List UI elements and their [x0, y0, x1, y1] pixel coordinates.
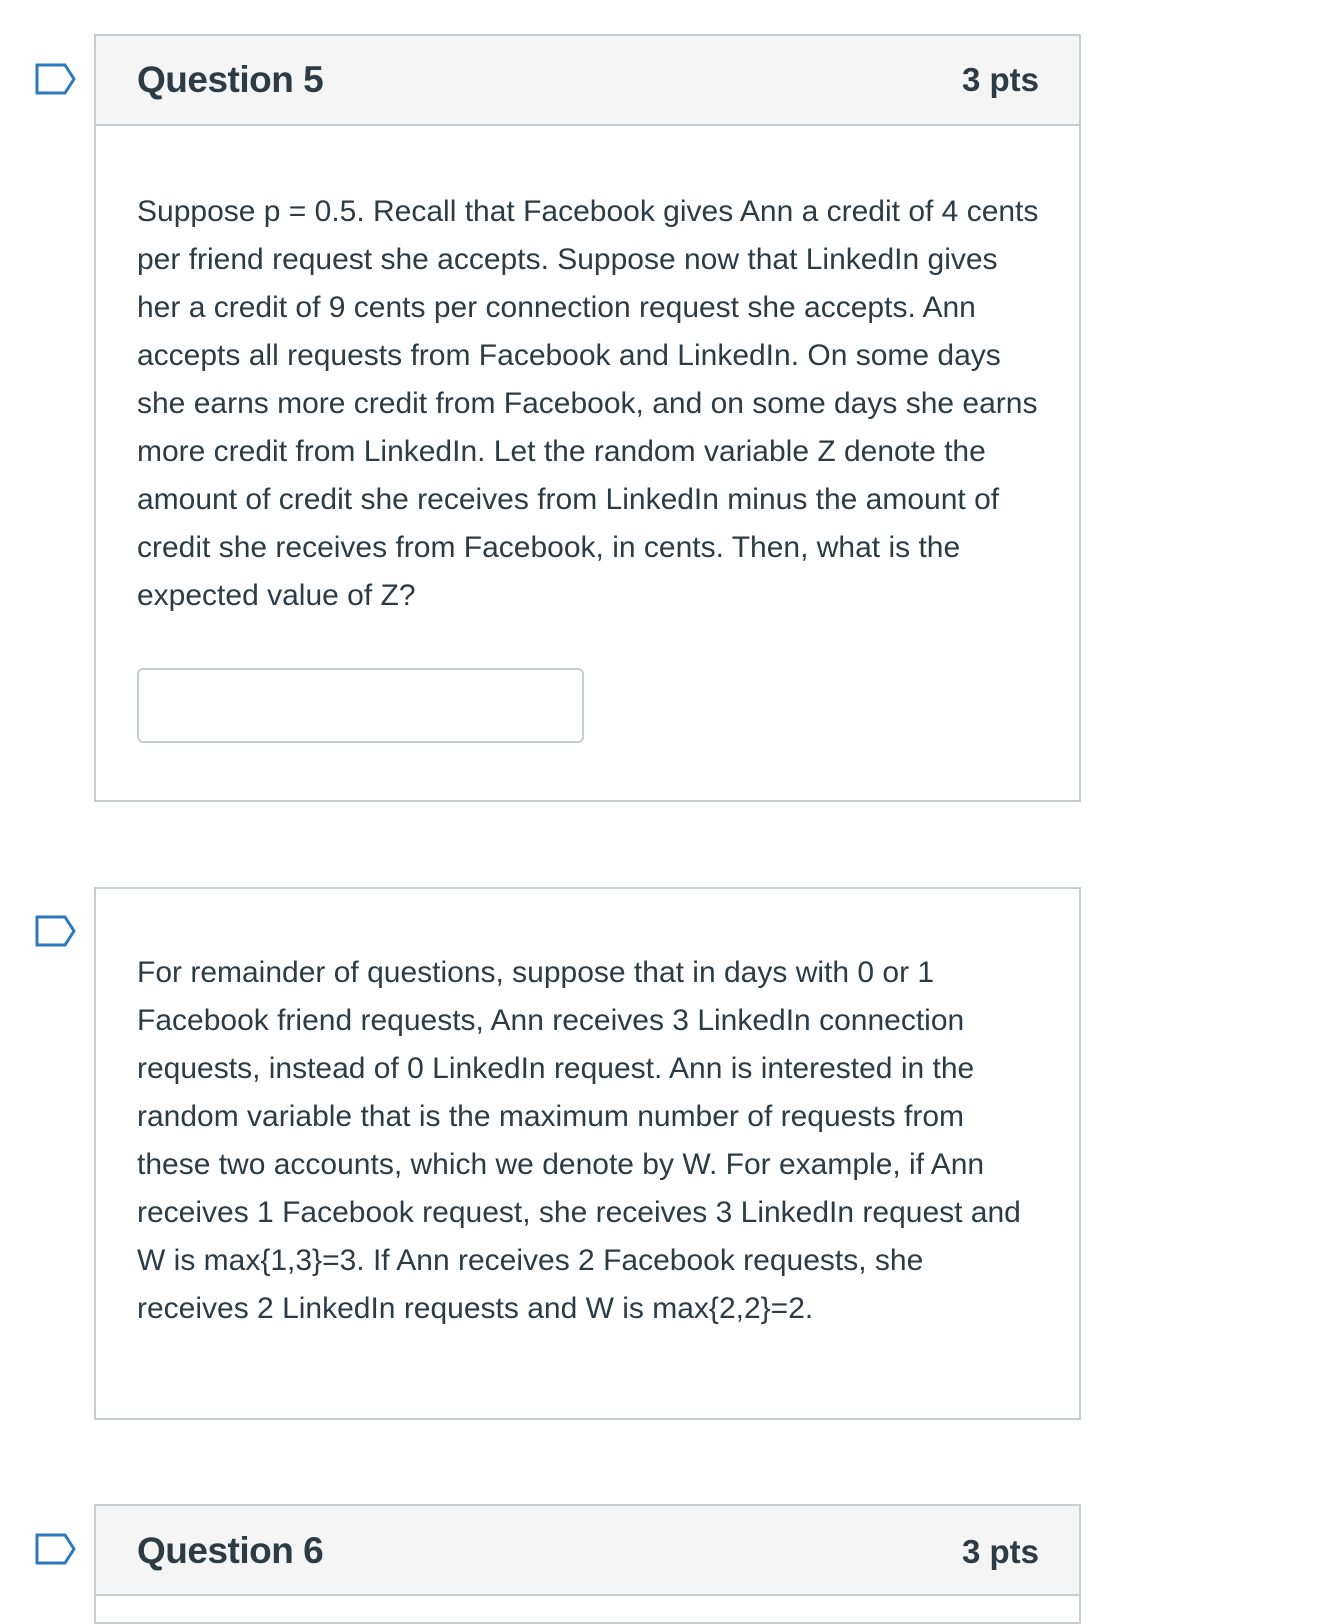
question-text: Suppose p = 0.5. Recall that Facebook gives Ann a credit of 4 cents per friend request she accepts. Suppose now that LinkedIn gives her a credit of 9 cents per connection request she accepts. Ann accepts all requests from Facebook and LinkedIn. On some days she earns more credit from Facebook, and on some days she earns more credit from LinkedIn. Let the random variable Z denote the amount of credit she receives from LinkedIn minus the amount of credit she receives from Facebook, in cents. Then, what is the expected value of Z?	[137, 195, 1039, 612]
question-6-card	[94, 1504, 1081, 1624]
instructions-text: For remainder of questions, suppose that in days with 0 or 1 Facebook friend requests, Ann receives 3 LinkedIn connection requests, instead of 0 LinkedIn request. Ann is interested in the random variable that is the maximum number of requests from these two accounts, which we denote by W. For example, if Ann receives 1 Facebook request, she receives 3 LinkedIn request and W is max{1,3}=3. If Ann receives 2 Facebook requests, she receives 2 LinkedIn requests and W is max{2,2}=2.	[137, 956, 1021, 1325]
text-only-body	[96, 889, 1079, 1333]
question-points: 3 pts	[961, 1533, 1039, 1570]
question-title: Question 5	[137, 59, 324, 100]
question-title: Question 6	[137, 1530, 324, 1571]
text-only-card	[94, 887, 1081, 1420]
question-points: 3 pts	[961, 61, 1039, 98]
flag-question-5-icon[interactable]	[35, 63, 77, 95]
question-5-header	[96, 36, 1079, 126]
flag-question-6-icon[interactable]	[35, 1533, 77, 1565]
answer-input[interactable]	[137, 668, 584, 743]
flag-text-block-icon[interactable]	[35, 915, 77, 947]
question-5-body	[96, 126, 1079, 743]
question-5-card	[94, 34, 1081, 802]
question-6-header	[96, 1506, 1079, 1596]
